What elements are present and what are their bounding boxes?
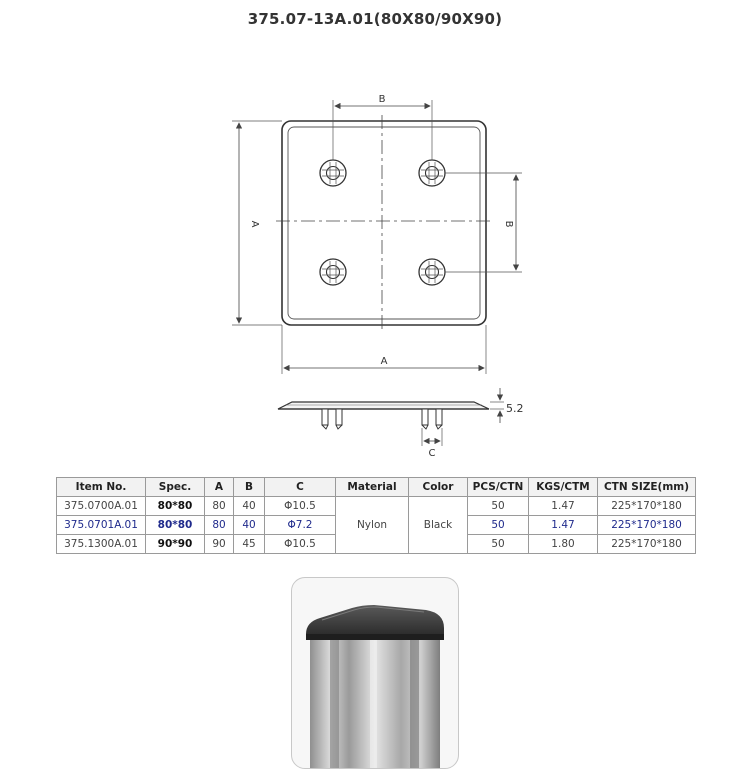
plate-top-view xyxy=(276,115,492,331)
cell-ctn-size: 225*170*180 xyxy=(598,516,696,535)
cell-a: 80 xyxy=(205,516,234,535)
cell-kgs-ctm: 1.47 xyxy=(529,516,598,535)
cell-pcs-ctn: 50 xyxy=(468,516,529,535)
cell-spec: 90*90 xyxy=(146,535,205,554)
dim-label-a-left: A xyxy=(249,220,260,228)
cell-item-no: 375.0700A.01 xyxy=(57,497,146,516)
mounting-hole xyxy=(419,160,445,186)
cell-pcs-ctn: 50 xyxy=(468,535,529,554)
cell-c: Φ7.2 xyxy=(265,516,336,535)
dimension-a-left xyxy=(232,121,282,325)
cell-material: Nylon xyxy=(336,497,409,554)
spec-table xyxy=(56,477,696,554)
cell-a: 90 xyxy=(205,535,234,554)
mounting-hole xyxy=(320,160,346,186)
cell-b: 45 xyxy=(234,535,265,554)
page-title: 375.07-13A.01(80X80/90X90) xyxy=(247,10,503,28)
dimension-a-bottom xyxy=(282,325,486,374)
cell-b: 40 xyxy=(234,497,265,516)
cell-kgs-ctm: 1.47 xyxy=(529,497,598,516)
cell-color: Black xyxy=(409,497,468,554)
cell-spec: 80*80 xyxy=(146,497,205,516)
dim-label-thickness: 5.2 xyxy=(506,402,524,415)
header-c: C xyxy=(265,478,336,497)
cell-item-no: 375.0701A.01 xyxy=(57,516,146,535)
header-color: Color xyxy=(409,478,468,497)
cell-b: 40 xyxy=(234,516,265,535)
plate-side-view xyxy=(278,402,489,429)
cell-spec: 80*80 xyxy=(146,516,205,535)
cell-pcs-ctn: 50 xyxy=(468,497,529,516)
table-header-row xyxy=(57,478,696,497)
cell-item-no: 375.1300A.01 xyxy=(57,535,146,554)
cell-c: Φ10.5 xyxy=(265,535,336,554)
header-item-no: Item No. xyxy=(57,478,146,497)
product-photo xyxy=(291,577,459,769)
header-pcs-ctn: PCS/CTN xyxy=(468,478,529,497)
end-cap-on-profile-image xyxy=(292,578,458,768)
header-material: Material xyxy=(336,478,409,497)
dim-label-b-top: B xyxy=(378,94,386,105)
dim-label-b-right: B xyxy=(503,220,514,228)
cell-kgs-ctm: 1.80 xyxy=(529,535,598,554)
header-ctn-size: CTN SIZE(mm) xyxy=(598,478,696,497)
dimension-thickness xyxy=(490,388,524,423)
dimension-b-right xyxy=(445,173,522,272)
cell-a: 80 xyxy=(205,497,234,516)
mounting-hole xyxy=(419,259,445,285)
dim-label-a-bottom: A xyxy=(380,356,388,367)
dim-label-c: C xyxy=(428,448,436,459)
header-a: A xyxy=(205,478,234,497)
cell-c: Φ10.5 xyxy=(265,497,336,516)
cell-ctn-size: 225*170*180 xyxy=(598,497,696,516)
header-kgs-ctm: KGS/CTM xyxy=(529,478,598,497)
table-row xyxy=(57,497,696,516)
mounting-hole xyxy=(320,259,346,285)
header-spec: Spec. xyxy=(146,478,205,497)
cell-ctn-size: 225*170*180 xyxy=(598,535,696,554)
dimension-c xyxy=(422,428,442,459)
header-b: B xyxy=(234,478,265,497)
